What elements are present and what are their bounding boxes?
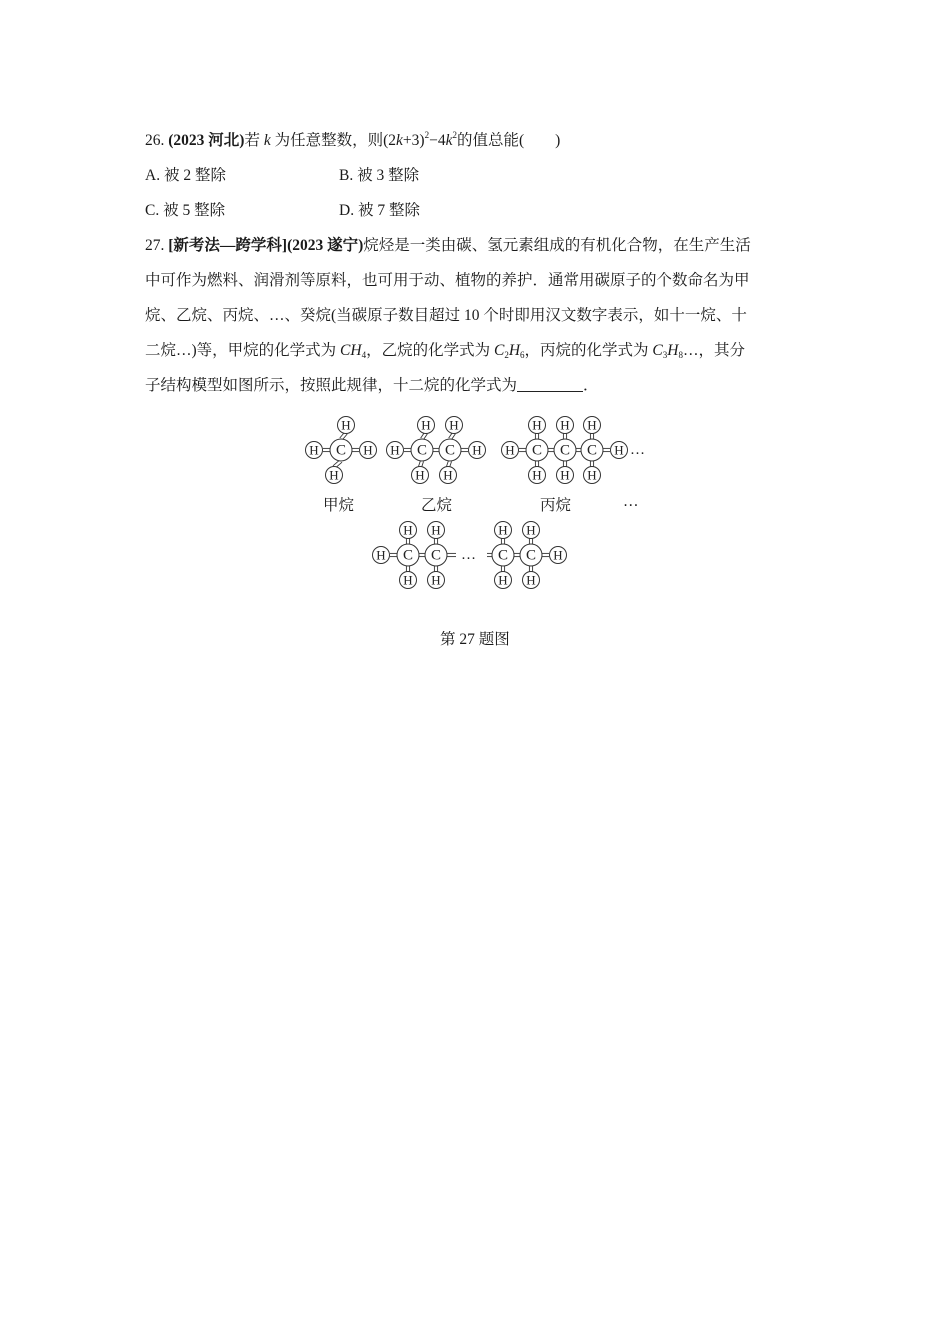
formula-c3h8: C	[652, 342, 663, 359]
svg-text:C: C	[430, 547, 442, 564]
svg-text:C: C	[335, 442, 347, 459]
q26-text: 为任意整数，则(2	[274, 132, 397, 149]
option-b: B. 被 3 整除	[339, 167, 420, 184]
svg-text:H: H	[560, 417, 570, 433]
svg-text:H: H	[532, 417, 542, 433]
svg-text:C: C	[402, 547, 414, 564]
q26-number: 26.	[145, 132, 165, 149]
q27-source: (2023 遂宁)	[287, 237, 364, 254]
subscript: 8	[678, 350, 683, 360]
svg-text:C: C	[497, 547, 509, 564]
svg-text:C: C	[559, 442, 571, 459]
svg-text:H: H	[526, 522, 536, 538]
q27-text: 子结构模型如图所示，按照此规律，十二烷的化学式为	[145, 377, 518, 394]
svg-text:H: H	[587, 417, 597, 433]
alkane-structure-figure	[0, 0, 950, 650]
svg-text:H: H	[614, 442, 624, 458]
q26-text: 若	[244, 132, 260, 149]
svg-text:H: H	[532, 467, 542, 483]
label-ethane: 乙烷	[421, 497, 453, 514]
formula-c3h8: H	[667, 342, 679, 359]
formula-c2h6: H	[508, 342, 521, 359]
q27-number: 27.	[145, 237, 165, 254]
exponent: 2	[424, 130, 430, 140]
svg-text:H: H	[421, 417, 431, 433]
svg-text:C: C	[444, 442, 456, 459]
exponent: 2	[452, 130, 457, 140]
q26-source: (2023 河北)	[168, 132, 245, 149]
q27-text: ，丙烷的化学式为	[524, 342, 653, 359]
q26-text: −4	[429, 132, 446, 149]
svg-text:H: H	[449, 417, 459, 433]
svg-text:H: H	[415, 467, 425, 483]
svg-text:H: H	[505, 442, 515, 458]
svg-text:H: H	[403, 522, 413, 538]
option-d: D. 被 7 整除	[339, 202, 420, 219]
svg-text:H: H	[443, 467, 453, 483]
svg-text:H: H	[431, 572, 441, 588]
q27-tag: [新考法—跨学科]	[168, 237, 288, 254]
ellipsis: …	[461, 547, 476, 563]
q27-text: ，乙烷的化学式为	[366, 342, 494, 359]
svg-text:H: H	[341, 417, 351, 433]
subscript: 2	[504, 350, 509, 360]
formula-ch4: CH	[340, 342, 362, 359]
figure-caption: 第 27 题图	[440, 631, 510, 648]
label-propane: 丙烷	[540, 497, 572, 514]
subscript: 6	[520, 350, 525, 360]
svg-text:H: H	[390, 442, 400, 458]
formula-c2h6: C	[493, 342, 505, 359]
label-ellipsis: …	[623, 493, 639, 510]
label-methane: 甲烷	[323, 497, 355, 514]
var-k: k	[263, 132, 271, 149]
svg-text:H: H	[403, 572, 413, 588]
atoms	[306, 417, 646, 589]
svg-text:H: H	[309, 442, 319, 458]
q27-text: …，其分	[682, 342, 745, 359]
q27-text: ．	[583, 377, 599, 394]
q27-text: 烷烃是一类由碳、氢元素组成的有机化合物，在生产生活	[363, 237, 751, 254]
svg-text:H: H	[587, 467, 597, 483]
svg-text:H: H	[376, 547, 386, 563]
svg-text:H: H	[498, 522, 508, 538]
svg-text:H: H	[553, 547, 563, 563]
svg-text:C: C	[525, 547, 537, 564]
q26-text: +3)	[402, 132, 425, 149]
q27-text: 二烷…)等，甲烷的化学式为	[145, 342, 341, 359]
ellipsis: …	[630, 442, 645, 458]
q27-line-3: 烷、乙烷、丙烷、…、癸烷(当碳原子数目超过 10 个时即用汉文数字表示，如十一烷、十	[145, 307, 747, 324]
svg-text:H: H	[560, 467, 570, 483]
svg-text:H: H	[498, 572, 508, 588]
subscript: 4	[361, 350, 367, 360]
svg-text:H: H	[526, 572, 536, 588]
var-k: k	[396, 132, 403, 149]
svg-text:H: H	[329, 467, 339, 483]
q27-line-2: 中可作为燃料、润滑剂等原料，也可用于动、植物的养护．通常用碳原子的个数命名为甲	[145, 272, 750, 289]
svg-text:H: H	[363, 442, 373, 458]
svg-text:H: H	[431, 522, 441, 538]
svg-text:C: C	[416, 442, 428, 459]
svg-text:H: H	[472, 442, 482, 458]
var-k: k	[445, 132, 453, 149]
svg-text:C: C	[586, 442, 598, 459]
q26-text: 的值总能( )	[456, 132, 561, 149]
subscript: 3	[662, 350, 668, 360]
svg-text:C: C	[531, 442, 543, 459]
option-a: A. 被 2 整除	[145, 167, 226, 184]
option-c: C. 被 5 整除	[145, 202, 226, 219]
